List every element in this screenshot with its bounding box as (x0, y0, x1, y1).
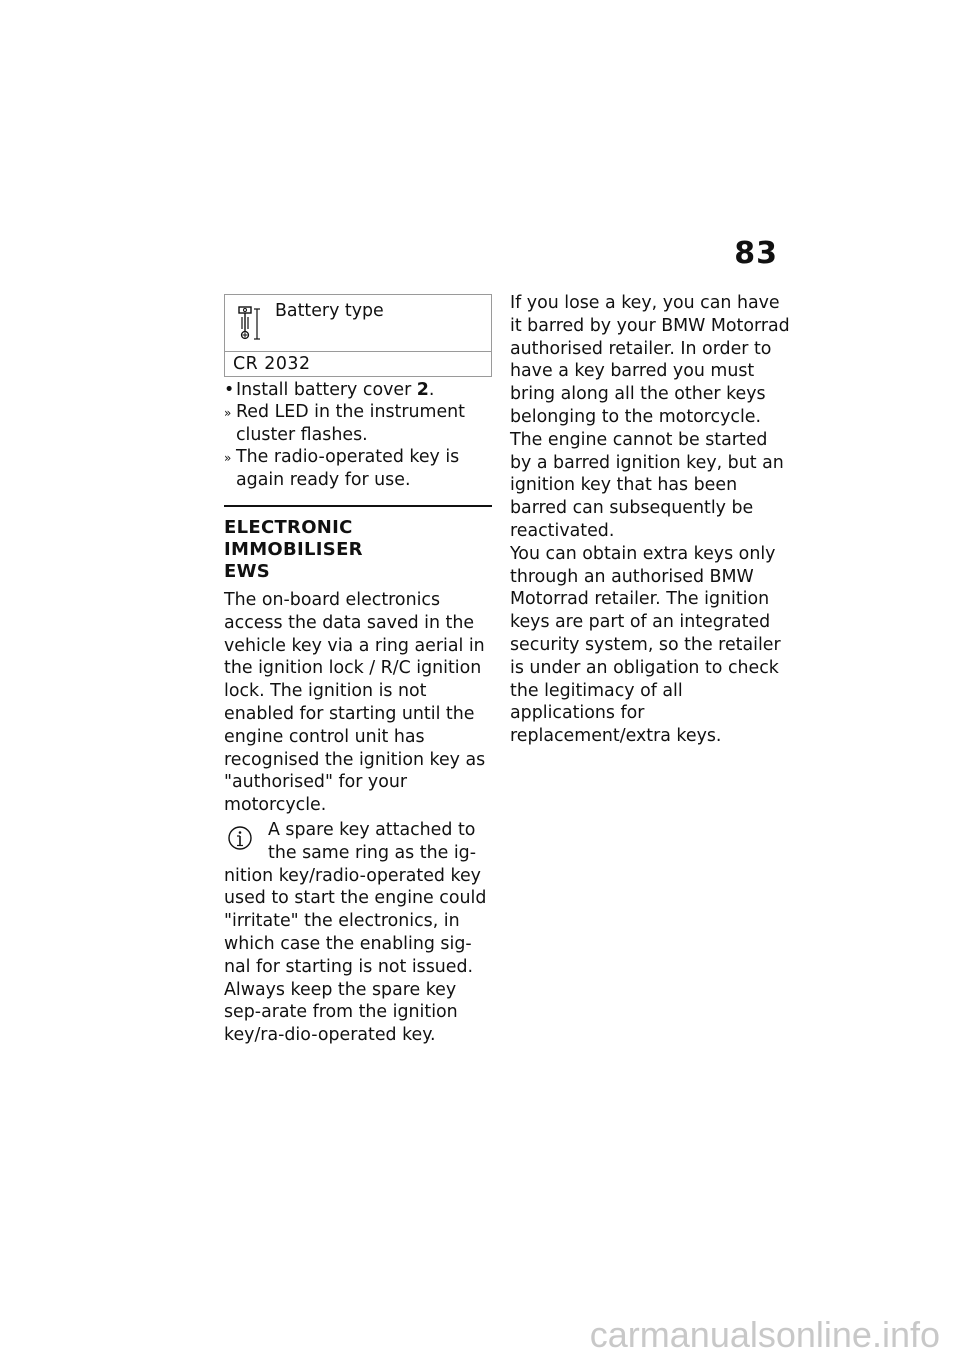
watermark: carmanualsonline.info (589, 1314, 940, 1355)
step-result (224, 401, 492, 446)
step-reference: 2 (416, 380, 429, 400)
note-line: "irritate" the electronics, in (224, 911, 460, 932)
spec-value: CR 2032 (233, 354, 311, 374)
right-paragraph: If you lose a key, you can have it barred by your BMW Motorrad authorised retailer. In order to have a key barred you must bring along all the other keys belonging to the motorcycle. (510, 293, 790, 427)
result-marker: » (224, 406, 232, 421)
right-column (510, 292, 790, 748)
step-punctuation: . (428, 380, 435, 400)
bullet-marker: • (224, 380, 235, 400)
step-text: The radio-operated key is again ready for use. (236, 447, 460, 490)
note-text (224, 819, 492, 979)
info-icon (226, 825, 254, 859)
info-note (224, 819, 492, 1047)
section-divider (224, 505, 492, 507)
note-line: A spare key attached to (268, 820, 476, 840)
section-heading-line: ELECTRONIC IMMOBILISER (224, 517, 363, 561)
section-heading-line: EWS (224, 561, 271, 583)
step-result (224, 446, 492, 491)
note-line: which case the enabling sig- (224, 933, 472, 954)
step-text: Red LED in the instrument cluster flashes. (236, 402, 465, 445)
right-paragraph: You can obtain extra keys only through an authorised BMW Motorrad retailer. The ignition keys are part of an integrated security system, so the retailer is under an obligation to check the legitimacy of all applications for replacement/extra keys. (510, 543, 781, 747)
step-text: Install battery cover (236, 380, 417, 400)
result-marker: » (224, 451, 232, 466)
note-line: nal for starting is not issued. (224, 956, 474, 977)
spec-table-header (225, 295, 491, 352)
note-line: the same ring as the ig- (268, 842, 476, 863)
note-followup: Always keep the spare key sep-arate from the ignition key/ra-dio-operated key. (224, 979, 458, 1046)
note-line: used to start the engine could (224, 888, 487, 909)
right-paragraph: The engine cannot be started by a barred ignition key, but an ignition key that has been barred can subsequently be reactivated. (510, 429, 784, 541)
page-number: 83 (734, 236, 778, 271)
step-list (224, 379, 492, 491)
section-heading (224, 517, 492, 583)
battery-type-icon (237, 305, 263, 341)
step-action (224, 379, 492, 401)
spec-label: Battery type (275, 301, 384, 321)
note-line: nition key/radio-operated key (224, 865, 481, 886)
section-paragraph: The on-board electronics access the data saved in the vehicle key via a ring aerial in the ignition lock / R/C ignition lock. The ignition is not enabled for starting until the engine control unit has recognised the ignition key as "authorised" for your motorcycle. (224, 590, 486, 816)
left-column (224, 294, 492, 1047)
spec-table (224, 294, 492, 377)
